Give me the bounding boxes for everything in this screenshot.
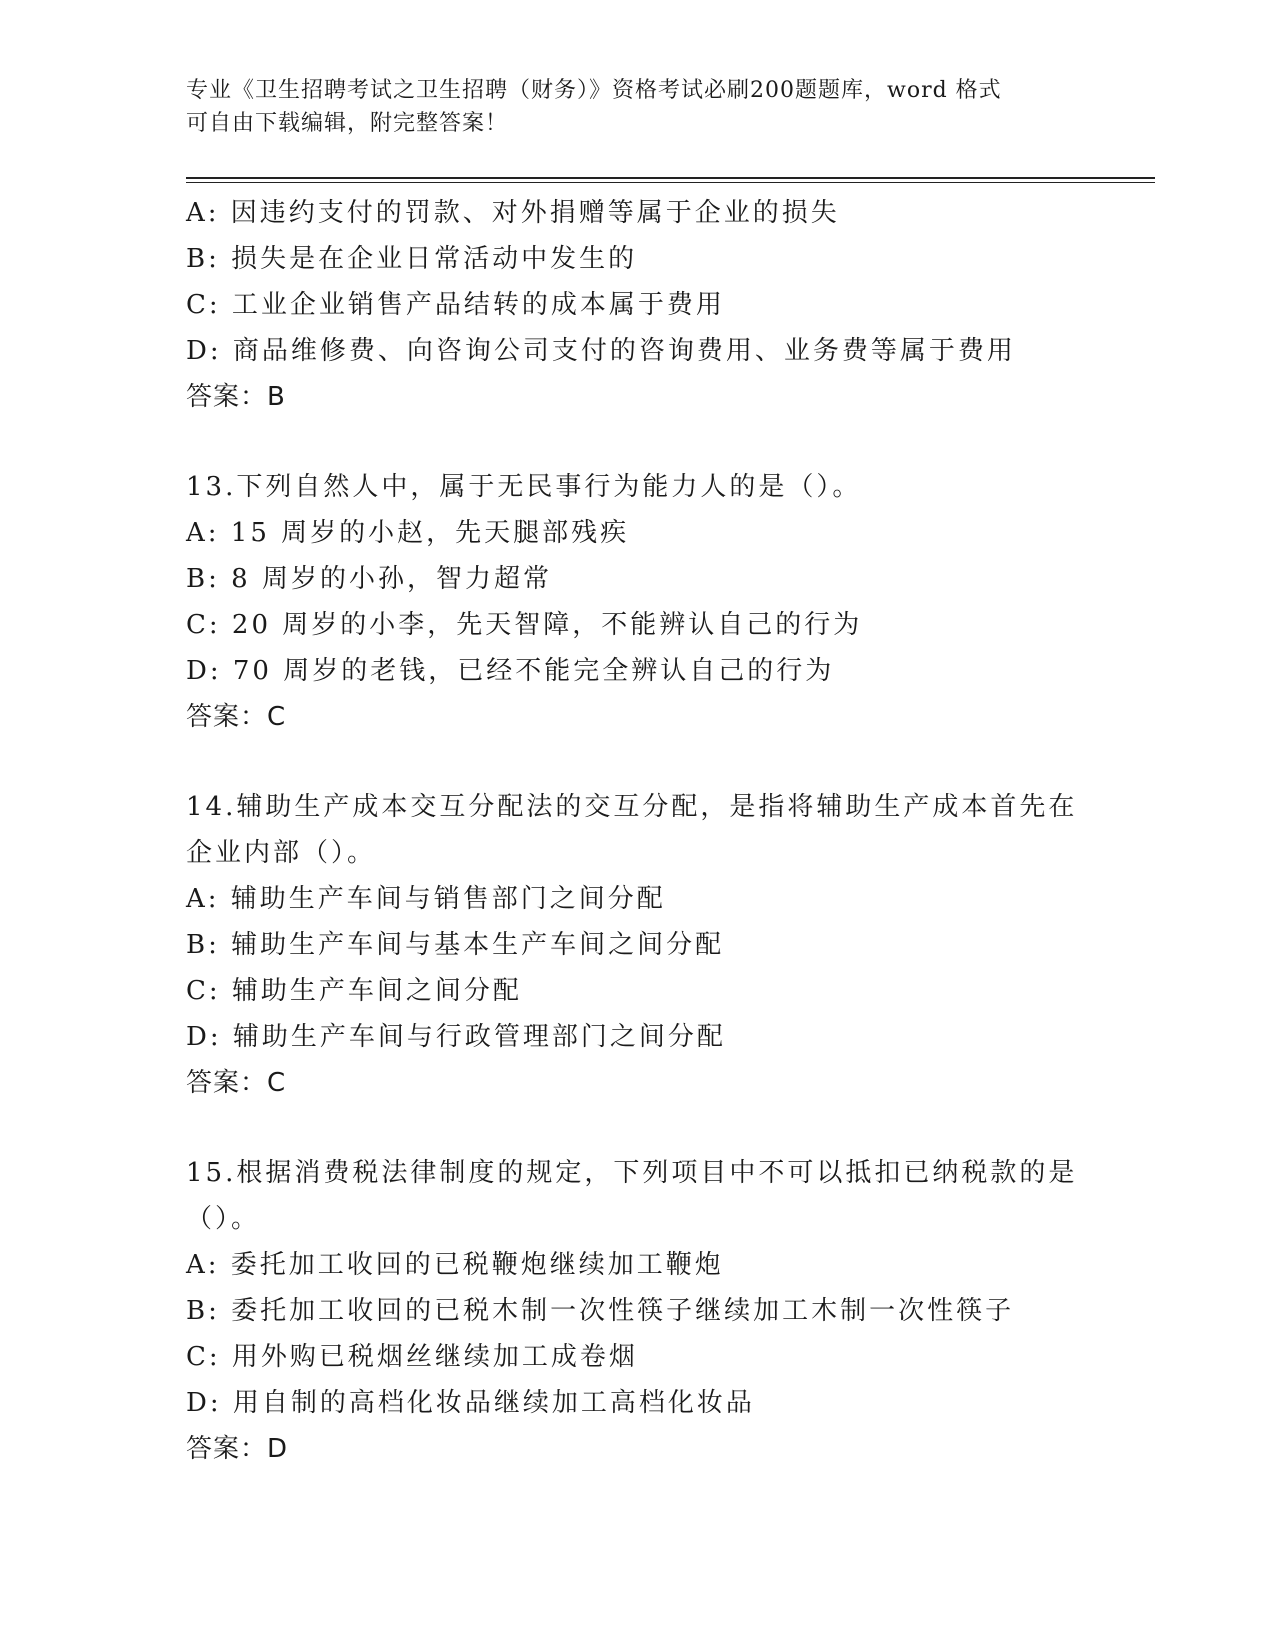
option-a: A: 委托加工收回的已税鞭炮继续加工鞭炮 <box>186 1250 724 1280</box>
answer-line: 答案：D <box>186 1434 289 1464</box>
document-header <box>186 74 1066 140</box>
option-c: C: 用外购已税烟丝继续加工成卷烟 <box>186 1342 638 1372</box>
question-block-15 <box>186 1150 1086 1472</box>
option-a: A: 15 周岁的小赵，先天腿部残疾 <box>186 518 630 548</box>
question-block-12 <box>186 190 1086 420</box>
option-b: B: 损失是在企业日常活动中发生的 <box>186 244 638 274</box>
question-block-14 <box>186 784 1086 1106</box>
option-c: C: 辅助生产车间之间分配 <box>186 976 522 1006</box>
option-b: B: 辅助生产车间与基本生产车间之间分配 <box>186 930 725 960</box>
option-c: C: 20 周岁的小李，先天智障，不能辨认自己的行为 <box>186 610 863 640</box>
option-d: D: 商品维修费、向咨询公司支付的咨询费用、业务费等属于费用 <box>186 336 1016 366</box>
header-divider-thin <box>186 182 1155 183</box>
option-b: B: 委托加工收回的已税木制一次性筷子继续加工木制一次性筷子 <box>186 1296 1015 1326</box>
option-d: D: 用自制的高档化妆品继续加工高档化妆品 <box>186 1388 755 1418</box>
header-divider-thick <box>186 177 1155 179</box>
header-title-line-1: 专业《卫生招聘考试之卫生招聘（财务）》资格考试必刷200题题库，word 格式 <box>186 78 1002 103</box>
question-text: 15.根据消费税法律制度的规定，下列项目中不可以抵扣已纳税款的是（）。 <box>186 1158 1078 1234</box>
option-d: D: 70 周岁的老钱，已经不能完全辨认自己的行为 <box>186 656 835 686</box>
question-text: 14.辅助生产成本交互分配法的交互分配，是指将辅助生产成本首先在企业内部（）。 <box>186 792 1078 868</box>
question-block-13 <box>186 464 1086 740</box>
option-d: D: 辅助生产车间与行政管理部门之间分配 <box>186 1022 726 1052</box>
answer-line: 答案：C <box>186 702 287 732</box>
answer-line: 答案：C <box>186 1068 287 1098</box>
option-a: A: 辅助生产车间与销售部门之间分配 <box>186 884 666 914</box>
option-c: C: 工业企业销售产品结转的成本属于费用 <box>186 290 725 320</box>
question-text: 13.下列自然人中，属于无民事行为能力人的是（）。 <box>186 472 862 502</box>
option-a: A: 因违约支付的罚款、对外捐赠等属于企业的损失 <box>186 198 840 228</box>
question-list <box>186 190 1086 1472</box>
option-b: B: 8 周岁的小孙，智力超常 <box>186 564 552 594</box>
header-title-line-2: 可自由下载编辑，附完整答案！ <box>186 111 509 136</box>
answer-line: 答案：B <box>186 382 286 412</box>
